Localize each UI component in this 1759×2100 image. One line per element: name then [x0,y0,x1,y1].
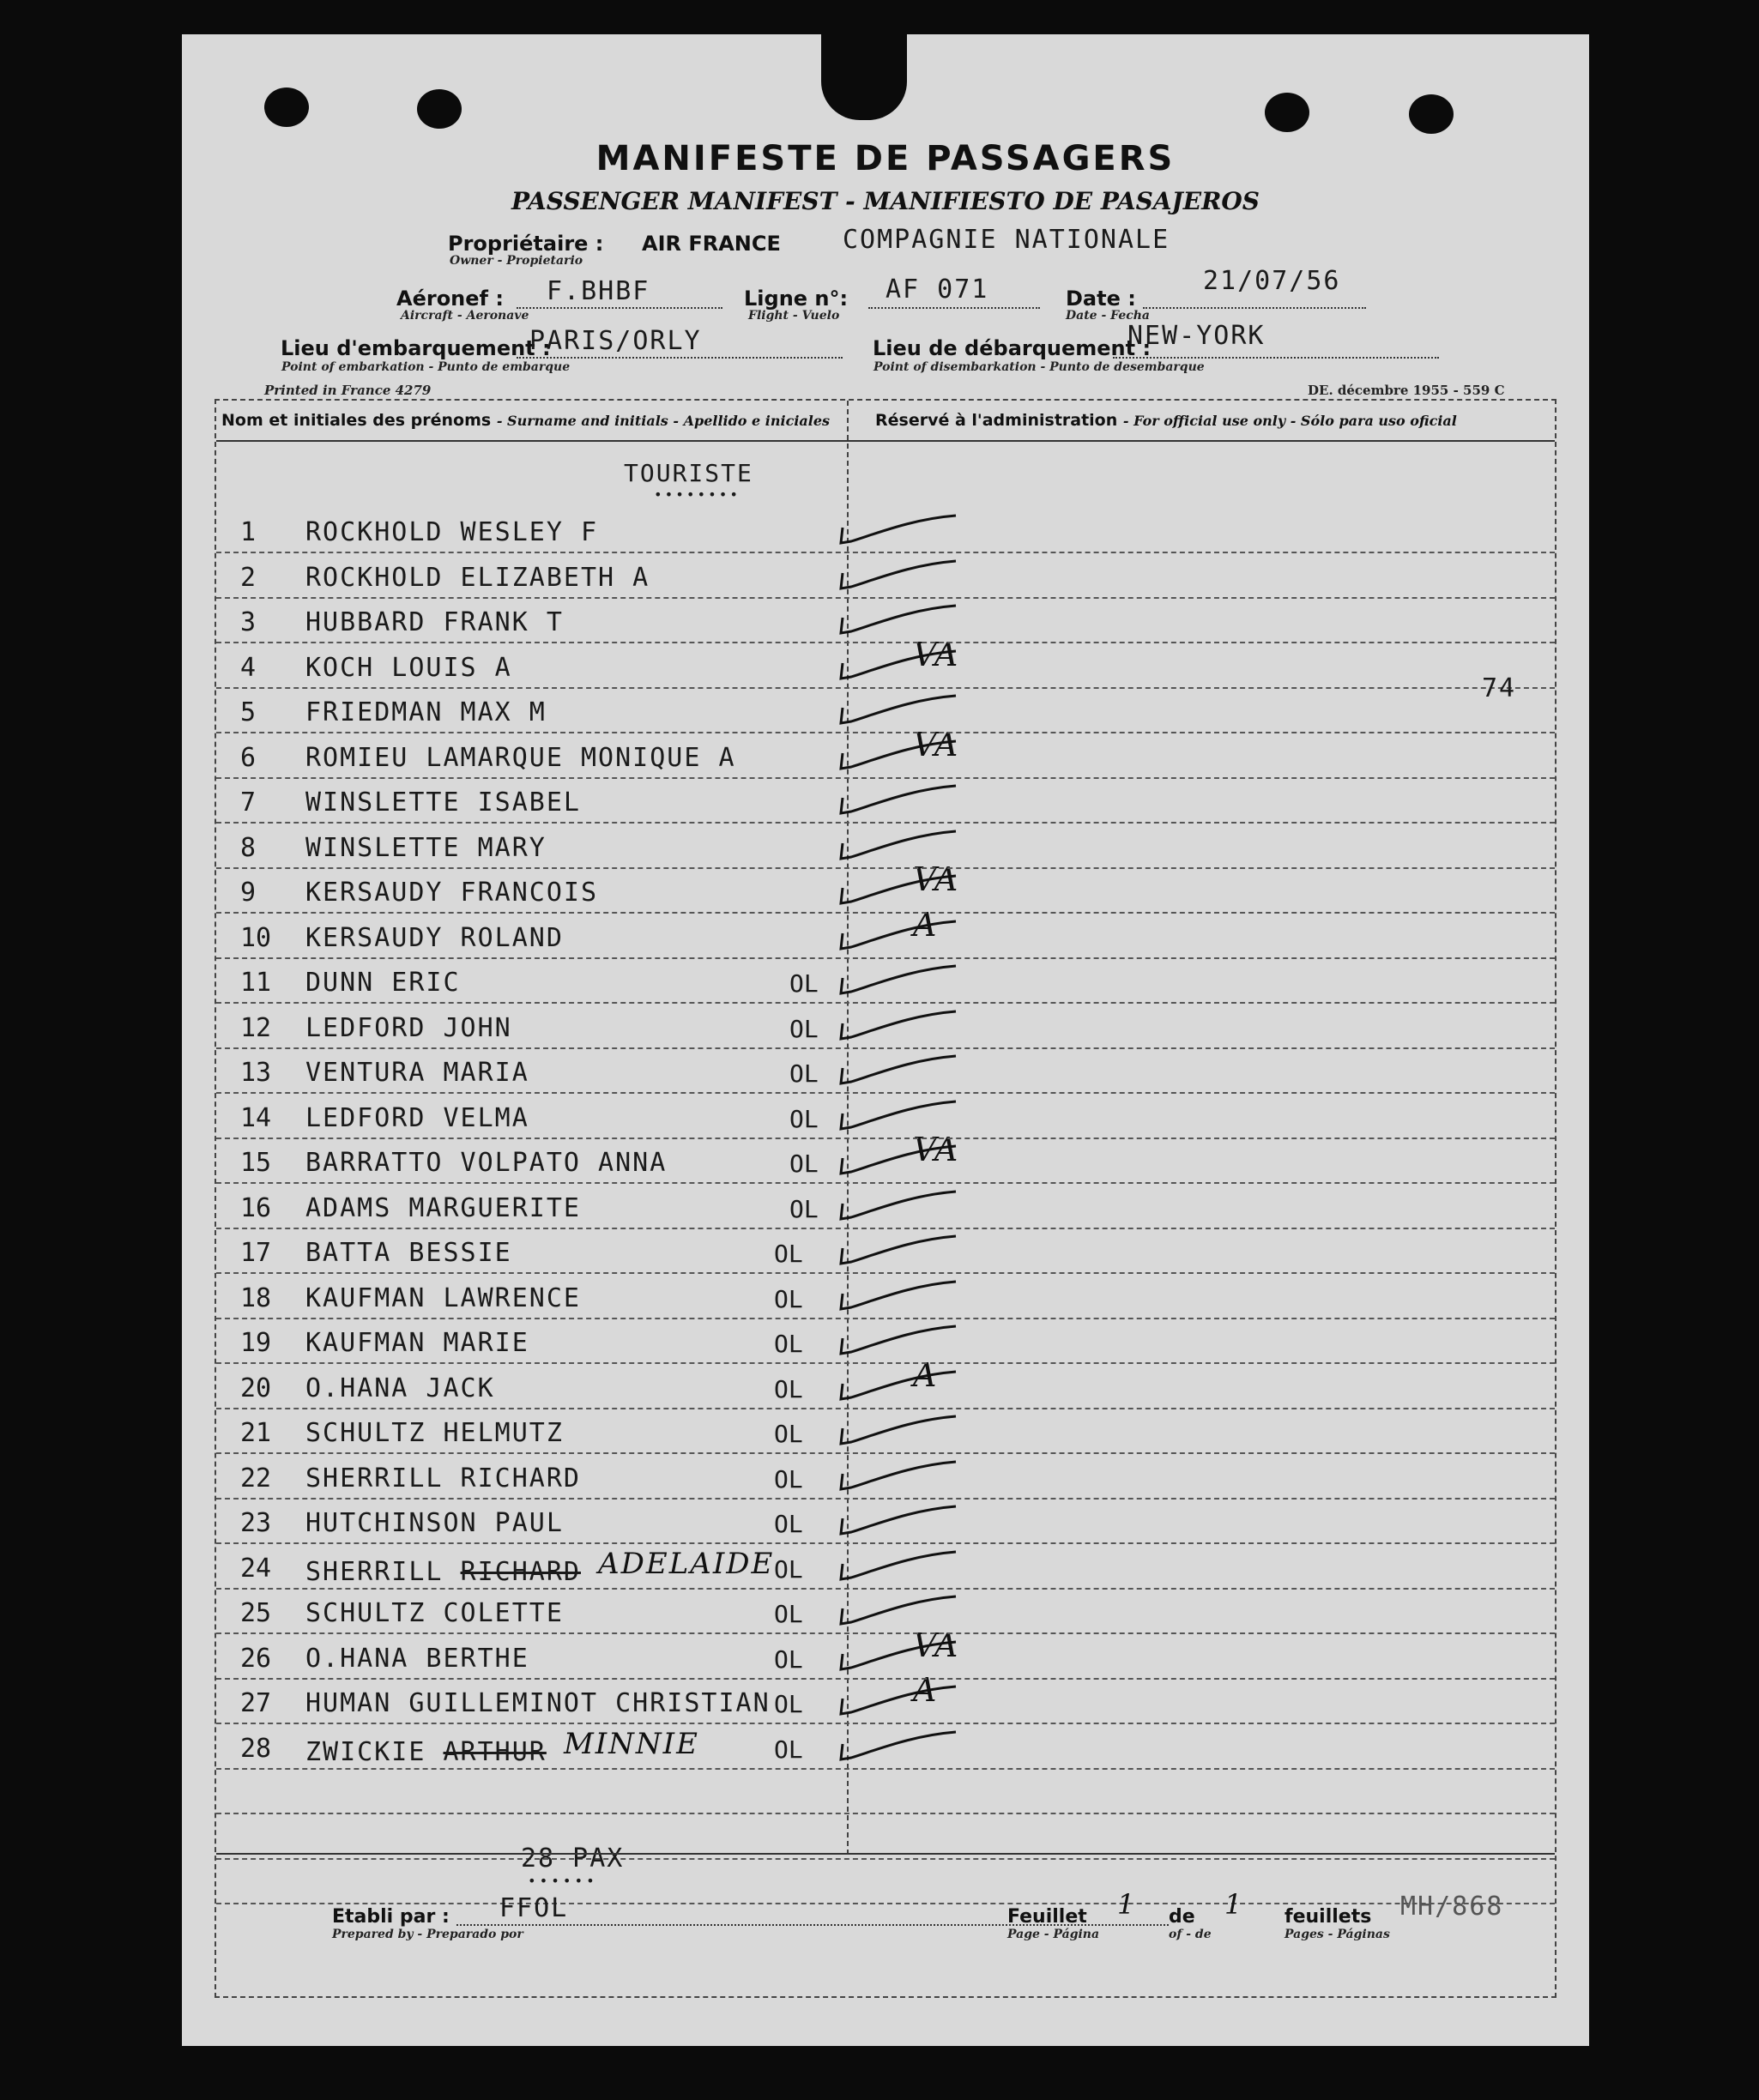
passenger-code: OL [789,1059,819,1088]
col-admin-header [875,411,1457,430]
check-mark-icon [836,777,964,820]
check-mark-icon [836,1453,964,1496]
owner-value-typed: COMPAGNIE NATIONALE [843,225,1170,255]
table-row [216,1548,1555,1594]
passenger-number: 19 [240,1328,272,1358]
admin-mark: VA [913,860,958,898]
table-row [216,512,1555,558]
passenger-name-text: HUMAN GUILLEMINOT CHRISTIAN [305,1688,771,1718]
row-ruling [216,1138,1555,1139]
punch-hole [1409,94,1454,134]
date-underline [1143,307,1366,309]
passenger-code: OL [774,1735,803,1764]
table-row [216,692,1555,738]
printed-note: Printed in France 4279 [264,383,432,398]
passenger-name-text: SCHULTZ HELMUTZ [305,1418,564,1448]
row-ruling [216,1182,1555,1184]
passenger-code: OL [789,1194,819,1223]
passenger-number: 13 [240,1058,272,1088]
admin-mark: VA [913,1626,958,1664]
passenger-name [305,1193,581,1223]
passenger-name [305,1013,512,1043]
passenger-name-text: BARRATTO VOLPATO ANNA [305,1148,668,1178]
passenger-number: 12 [240,1012,272,1043]
passenger-name [305,1726,699,1768]
passenger-name [305,653,512,683]
table-row [216,602,1555,648]
passenger-name [305,1058,529,1088]
row-ruling [216,1858,1555,1860]
embark-underline [517,357,843,359]
passenger-name-text: KERSAUDY ROLAND [305,922,564,953]
date-label: Date : [1066,287,1136,311]
check-mark-icon [836,1003,964,1046]
row-ruling [216,1092,1555,1094]
passenger-name-text: ADAMS MARGUERITE [305,1192,581,1223]
passenger-code: OL [774,1464,803,1494]
table-row [216,782,1555,828]
handwritten-correction: ADELAIDE [598,1546,775,1581]
passenger-name [305,1148,667,1178]
table-row [216,1098,1555,1144]
passenger-name-text: LEDFORD JOHN [305,1012,512,1043]
row-ruling [216,1632,1555,1634]
of-label: de [1169,1906,1195,1928]
passenger-code: OL [774,1240,803,1268]
punch-hole [417,89,462,129]
punch-hole [264,88,309,127]
flight-value: AF 071 [886,275,989,305]
row-ruling [216,912,1555,914]
row-ruling [216,822,1555,824]
table-row [216,1683,1555,1729]
passenger-code: OL [789,1104,819,1133]
passenger-name [305,1373,495,1403]
passenger-number: 25 [240,1598,272,1628]
passenger-name [305,563,650,593]
passenger-name-text: DUNN ERIC [305,968,461,998]
check-mark-icon [836,1408,964,1451]
passenger-code: OL [774,1510,803,1538]
check-mark-icon [836,913,964,956]
total-label: 28 PAX [521,1844,625,1874]
passenger-number: 15 [240,1148,272,1178]
passenger-name [305,1644,529,1674]
passenger-code: OL [774,1554,803,1584]
passenger-name-text: O.HANA BERTHE [305,1643,529,1674]
of-trans: of - de [1169,1928,1212,1941]
disembark-label-trans: Point of disembarkation - Punto de desembarque [873,360,1205,374]
table-row [216,1053,1555,1098]
col-name-header-trans: - Surname and initials - Apellido e iniciales [496,413,831,429]
table-row [216,1233,1555,1278]
table-row [216,1323,1555,1368]
passenger-name-text: ROMIEU LAMARQUE MONIQUE A [305,742,736,773]
check-mark-icon [836,1273,964,1316]
side-number: 74 [1482,673,1517,703]
passenger-name-text: ZWICKIE [305,1736,426,1767]
passenger-name [305,1598,564,1628]
row-ruling [216,1452,1555,1454]
of-value: 1 [1224,1888,1242,1921]
passenger-name-text: HUBBARD FRANK T [305,607,564,637]
admin-mark: A [913,905,937,944]
passenger-number: 17 [240,1238,272,1268]
passenger-name-text: KERSAUDY FRANCOIS [305,878,599,908]
manifest-sheet [182,34,1589,2046]
row-ruling [216,1047,1555,1049]
date-value: 21/07/56 [1203,266,1341,296]
row-ruling [216,1678,1555,1680]
passenger-number: 20 [240,1373,272,1403]
prepared-value: FFOL [499,1893,569,1923]
admin-mark: VA [913,635,958,673]
passenger-code: OL [789,969,819,998]
check-mark-icon [836,1047,964,1090]
owner-label: Propriétaire : [448,232,604,256]
row-ruling [216,1228,1555,1229]
table-row [216,1726,1555,1774]
passenger-number: 9 [240,878,257,908]
struck-name: RICHARD [460,1556,581,1587]
admin-mark: VA [913,1131,958,1168]
page-subtitle: PASSENGER MANIFEST - MANIFIESTO DE PASAJEROS [511,187,1260,215]
table-row [216,1638,1555,1684]
passenger-name [305,517,598,547]
passenger-number: 27 [240,1688,272,1718]
passenger-number: 1 [240,517,257,547]
check-mark-icon [836,823,964,866]
passenger-number: 3 [240,607,257,637]
passenger-name-text: KAUFMAN MARIE [305,1328,529,1358]
aircraft-value: F.BHBF [547,276,650,306]
passenger-name-text: SHERRILL RICHARD [305,1463,581,1494]
check-mark-icon [836,1498,964,1541]
passenger-number: 7 [240,788,257,818]
table-row [216,828,1555,873]
passenger-number: 5 [240,697,257,727]
row-ruling [216,777,1555,779]
row-ruling [216,867,1555,869]
row-ruling [216,1542,1555,1544]
passenger-name [305,1688,771,1718]
footer-separator [216,1853,1555,1855]
passenger-name [305,878,598,908]
handwritten-correction: MINNIE [563,1726,699,1761]
passenger-number: 26 [240,1643,272,1674]
class-label: TOURISTE [624,459,753,487]
passenger-name [305,697,547,727]
table-row [216,962,1555,1008]
check-mark-icon [836,1093,964,1136]
passenger-name [305,1463,581,1494]
passenger-number: 21 [240,1418,272,1448]
check-mark-icon [836,597,964,640]
row-ruling [216,957,1555,959]
table-row [216,1278,1555,1324]
passenger-name-text: LEDFORD VELMA [305,1102,529,1133]
passenger-name-text: KOCH LOUIS A [305,652,512,683]
table-row [216,1368,1555,1414]
col-name-header-text: Nom et initiales des prénoms [221,411,492,430]
passenger-name-text: HUTCHINSON PAUL [305,1508,564,1538]
owner-label-trans: Owner - Propietario [450,254,583,268]
check-mark-icon [836,1723,964,1766]
row-ruling [216,1408,1555,1409]
passenger-table [215,399,1557,1998]
embark-label: Lieu d'embarquement : [281,336,551,360]
passenger-name [305,743,736,773]
col-admin-header-text: Réservé à l'administration [875,411,1118,430]
flight-underline [868,307,1040,309]
aircraft-underline [517,307,722,309]
passenger-name-text: WINSLETTE ISABEL [305,788,581,818]
sheet-label: Feuillet [1007,1906,1087,1928]
passenger-code: OL [774,1284,803,1313]
passenger-number: 16 [240,1192,272,1223]
check-mark-icon [836,552,964,595]
passenger-name [305,1283,581,1313]
passenger-name-text: FRIEDMAN MAX M [305,697,547,727]
row-ruling [216,552,1555,553]
row-ruling [216,732,1555,733]
passenger-name [305,788,581,818]
col-name-header [221,411,830,430]
passenger-number: 18 [240,1282,272,1313]
admin-mark: A [913,1355,937,1394]
flight-label: Ligne n°: [744,287,849,311]
embark-value: PARIS/ORLY [529,326,702,356]
footer-ref: MH/868 [1400,1892,1504,1922]
passenger-name-text: BATTA BESSIE [305,1238,512,1268]
check-mark-icon [836,1183,964,1226]
col-admin-header-trans: - For official use only - Sólo para uso oficial [1122,413,1457,429]
passenger-name [305,1328,529,1358]
check-mark-icon [836,507,964,550]
table-row [216,1413,1555,1458]
punch-hole [1265,93,1309,132]
row-ruling [216,1318,1555,1319]
disembark-underline [1113,357,1439,359]
passenger-code: OL [774,1374,803,1403]
aircraft-label: Aéronef : [396,287,504,311]
passenger-name-text: WINSLETTE MARY [305,832,547,863]
table-row [216,872,1555,918]
pages-trans: Pages - Páginas [1284,1928,1390,1941]
check-mark-icon [836,687,964,730]
form-ref: DE. décembre 1955 - 559 C [1308,383,1505,398]
passenger-code: OL [789,1150,819,1178]
table-row [216,1503,1555,1548]
total-dots: •••••• [528,1873,598,1889]
passenger-name-text: KAUFMAN LAWRENCE [305,1282,581,1313]
page-title: MANIFESTE DE PASSAGERS [595,139,1176,178]
admin-mark: A [913,1671,937,1709]
embark-label-trans: Point of embarkation - Punto de embarque [281,360,571,374]
row-ruling [216,1768,1555,1770]
struck-name: ARTHUR [443,1736,547,1767]
passenger-name [305,1508,564,1538]
passenger-number: 2 [240,562,257,593]
disembark-label: Lieu de débarquement : [873,336,1152,360]
passenger-code: OL [774,1330,803,1358]
aircraft-label-trans: Aircraft - Aeronave [401,309,529,323]
passenger-name [305,607,564,637]
passenger-name [305,833,547,863]
row-ruling [216,1002,1555,1004]
row-ruling [216,597,1555,599]
table-row [216,1008,1555,1053]
sheet-value: 1 [1117,1888,1135,1921]
table-header [216,401,1555,442]
check-mark-icon [836,1678,964,1721]
check-mark-icon [836,1543,964,1586]
passenger-name-text: SHERRILL [305,1556,444,1587]
passenger-name [305,968,461,998]
row-ruling [216,1588,1555,1590]
row-ruling [216,1498,1555,1500]
passenger-name-text: ROCKHOLD ELIZABETH A [305,562,650,593]
table-row [216,648,1555,693]
passenger-name [305,1546,775,1588]
passenger-number: 11 [240,968,272,998]
passenger-number: 28 [240,1733,272,1764]
admin-mark: VA [913,725,958,763]
owner-value-printed: AIR FRANCE [642,232,781,256]
row-ruling [216,642,1555,643]
prepared-label: Etabli par : [332,1906,450,1928]
sheets-label: feuillets [1284,1906,1372,1928]
table-row [216,558,1555,603]
passenger-code: OL [789,1014,819,1043]
passenger-number: 22 [240,1463,272,1494]
passenger-name [305,1238,512,1268]
passenger-number: 10 [240,922,272,953]
check-mark-icon [836,1363,964,1406]
class-dots: •••••••• [654,486,741,503]
check-mark-icon [836,957,964,1000]
row-ruling [216,1723,1555,1724]
row-ruling [216,1362,1555,1364]
passenger-name [305,1418,564,1448]
binder-notch [821,31,907,120]
passenger-name-text: O.HANA JACK [305,1373,495,1403]
row-ruling [216,1272,1555,1274]
passenger-code: OL [774,1420,803,1448]
row-ruling [216,687,1555,689]
table-row [216,1188,1555,1234]
flight-label-trans: Flight - Vuelo [748,309,840,323]
table-row [216,738,1555,783]
page-trans: Page - Página [1007,1928,1100,1941]
passenger-name-text: SCHULTZ COLETTE [305,1598,564,1628]
passenger-number: 6 [240,742,257,773]
passenger-number: 14 [240,1102,272,1133]
row-ruling [216,1903,1555,1904]
passenger-name [305,923,564,953]
check-mark-icon [836,1228,964,1270]
check-mark-icon [836,1588,964,1631]
passenger-name-text: VENTURA MARIA [305,1058,529,1088]
date-label-trans: Date - Fecha [1066,309,1150,323]
row-ruling [216,1813,1555,1814]
prepared-label-trans: Prepared by - Preparado por [332,1928,523,1941]
table-row [216,1458,1555,1504]
passenger-code: OL [774,1600,803,1628]
disembark-value: NEW-YORK [1127,321,1266,351]
passenger-name [305,1103,529,1133]
passenger-code: OL [774,1644,803,1674]
table-row [216,918,1555,963]
passenger-code: OL [774,1690,803,1718]
passenger-number: 8 [240,832,257,863]
passenger-number: 4 [240,652,257,683]
table-row [216,1143,1555,1188]
passenger-number: 23 [240,1508,272,1538]
table-row [216,1593,1555,1638]
passenger-name-text: ROCKHOLD WESLEY F [305,517,599,547]
check-mark-icon [836,1318,964,1361]
passenger-number: 24 [240,1553,272,1584]
